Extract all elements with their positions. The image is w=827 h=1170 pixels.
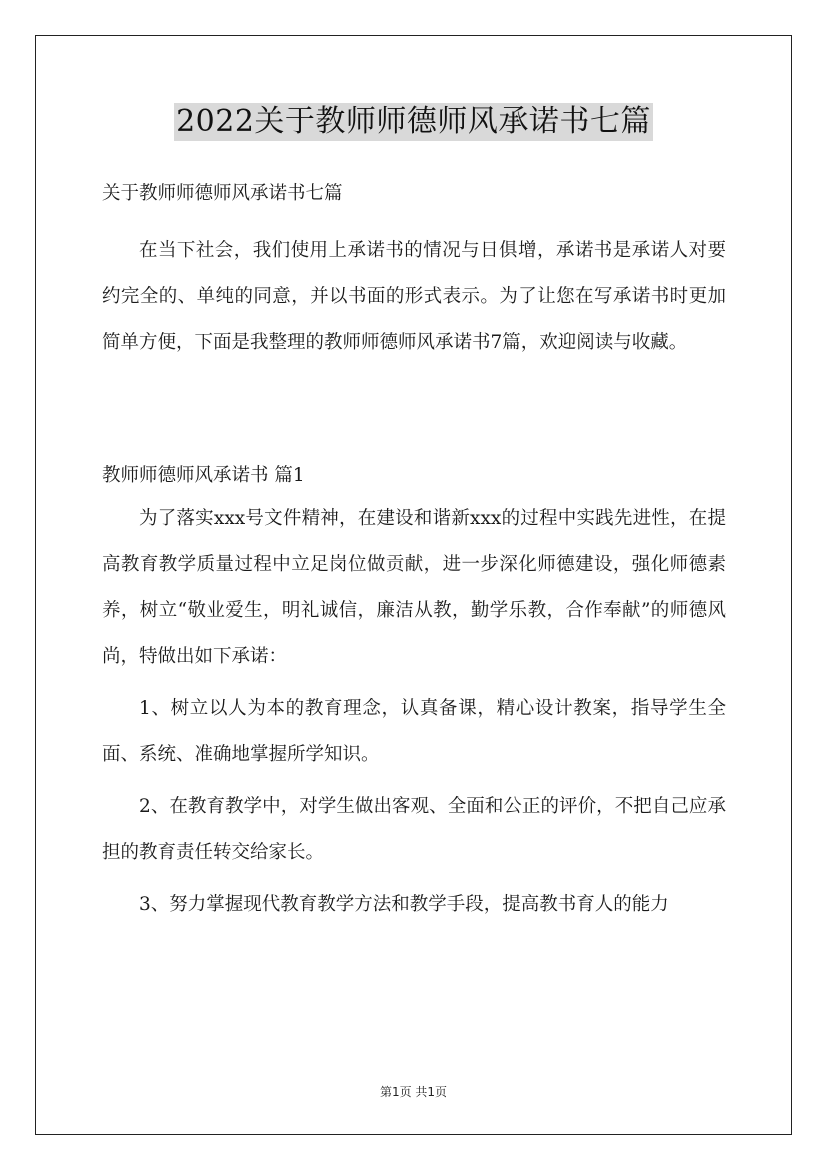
commitment-item-1: 1、树立以人为本的教育理念，认真备课，精心设计教案，指导学生全面、系统、准确地掌握所学知识。 [102, 698, 726, 765]
body-paragraph: 为了落实xxx号文件精神，在建设和谐新xxx的过程中实践先进性，在提高教育教学质量过程中立足岗位做贡献，进一步深化师德建设，强化师德素养，树立“敬业爱生，明礼诚信，廉洁从教，勤学乐教，合作奉献”的师德风尚，特做出如下承诺： [102, 508, 726, 667]
page-footer [0, 1083, 827, 1100]
section-heading: 教师师德师风承诺书 篇1 [102, 465, 305, 486]
document-subtitle: 关于教师师德师风承诺书七篇 [102, 183, 343, 204]
commitment-item-2: 2、在教育教学中，对学生做出客观、全面和公正的评价，不把自己应承担的教育责任转交给家长。 [102, 796, 726, 863]
title-container [0, 103, 827, 141]
commitment-item-3: 3、努力掌握现代教育教学方法和教学手段，提高教书育人的能力 [139, 894, 669, 915]
page-number: 第1页 共1页 [379, 1085, 448, 1099]
document-title: 2022关于教师师德师风承诺书七篇 [176, 104, 651, 139]
document-body [102, 178, 726, 928]
intro-paragraph: 在当下社会，我们使用上承诺书的情况与日俱增，承诺书是承诺人对要约完全的、单纯的同意，并以书面的形式表示。为了让您在写承诺书时更加简单方便，下面是我整理的教师师德师风承诺书7篇，欢迎阅读与收藏。 [102, 240, 726, 353]
